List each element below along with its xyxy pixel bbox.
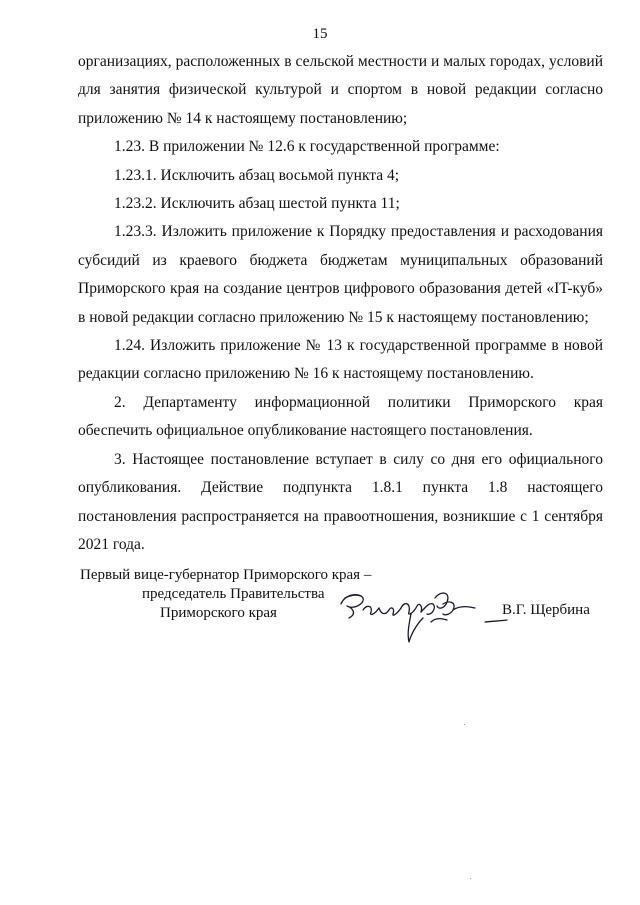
paragraph-1-23: 1.23. В приложении № 12.6 к государственной программе:	[114, 138, 500, 156]
position-line-1: Первый вице-губернатор Приморского края –	[80, 567, 372, 583]
position-line-2: председатель Правительства	[142, 586, 325, 602]
paragraph-3: 3. Настоящее постановление вступает в силу со дня его официального опубликования. Действие подпункта 1.8.1 пункта 1.8 настоящего постановления распространяется на правоотношения, возникшие с 1 сентября 2021 года.	[78, 450, 603, 553]
position-line-3: Приморского края	[160, 605, 277, 621]
scan-speck	[470, 878, 471, 879]
paragraph-1-23-1: 1.23.1. Исключить абзац восьмой пункта 4;	[114, 166, 400, 184]
paragraph-1-24: 1.24. Изложить приложение № 13 к государственной программе в новой редакции согласно приложению № 16 к настоящему постановлению.	[78, 337, 603, 383]
paragraph-2: 2. Департаменту информационной политики Приморского края обеспечить официальное опубликование настоящего постановления.	[78, 393, 603, 440]
page-number: 15	[312, 26, 328, 42]
scan-speck	[464, 724, 465, 725]
document-body	[78, 48, 603, 559]
paragraph-1-23-2: 1.23.2. Исключить абзац шестой пункта 11;	[114, 195, 400, 213]
paragraph-continuation: организациях, расположенных в сельской местности и малых городах, условий для занятия физической культурой и спортом в новой редакции согласно приложению № 14 к настоящему постановлению;	[78, 53, 603, 127]
signer-name: В.Г. Щербина	[502, 602, 590, 618]
handwritten-signature	[335, 584, 510, 650]
paragraph-1-23-3: 1.23.3. Изложить приложение к Порядку предоставления и расходования субсидий из краевого бюджета бюджетам муниципальных образований Приморского края на создание центров цифрового образования детей «IT-куб» в новой редакции согласно приложению № 15 к настоящему постановлению;	[78, 223, 603, 326]
